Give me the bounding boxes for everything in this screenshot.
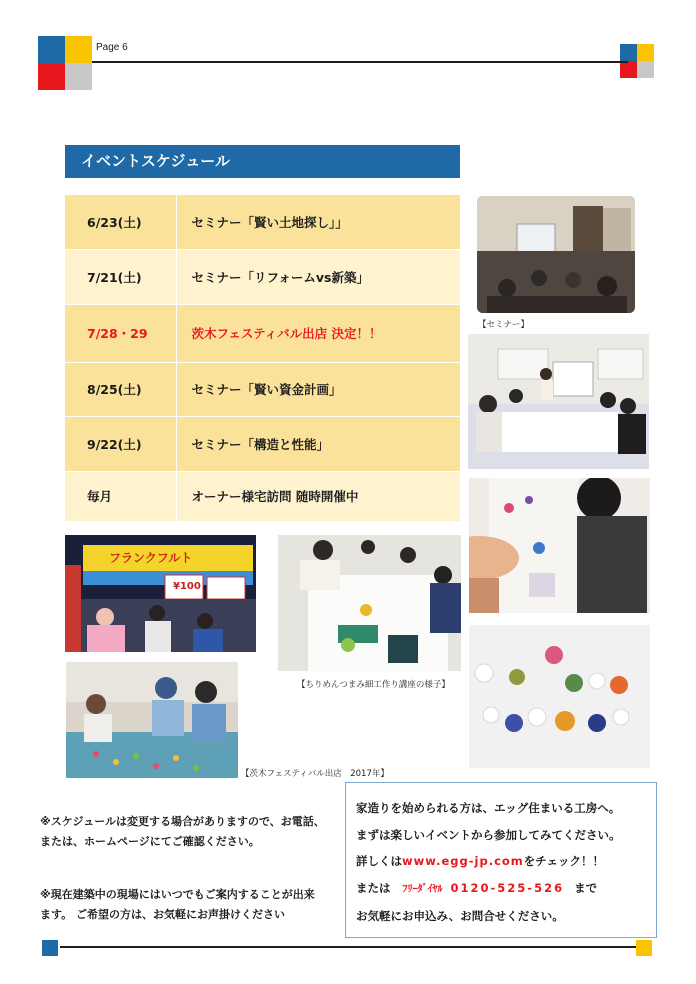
- schedule-table: [65, 195, 460, 522]
- corner-block-gray: [65, 63, 92, 90]
- workshop-photo-child: [469, 478, 650, 613]
- corner-block-red-right: [620, 61, 637, 78]
- schedule-row: [65, 249, 460, 304]
- schedule-date: 6/23(土): [65, 195, 176, 249]
- schedule-event: セミナー「リフォームvs新築」: [176, 249, 460, 304]
- schedule-event: セミナー「賢い資金計画」: [176, 362, 460, 416]
- stall-banner-text: フランクフルト: [109, 551, 193, 565]
- corner-block-blue: [38, 36, 65, 63]
- info-line: お気軽にお申込み、お問合せください。: [356, 909, 564, 923]
- info-line-url: 詳しくはwww.egg-jp.comをチェック！！: [356, 854, 604, 868]
- schedule-date: 7/28・29: [65, 304, 176, 362]
- corner-block-red: [38, 63, 65, 90]
- contact-info-box: [345, 782, 657, 938]
- schedule-row: [65, 195, 460, 249]
- website-link[interactable]: www.egg-jp.com: [402, 854, 524, 868]
- corner-block-gray-right: [637, 61, 654, 78]
- info-line: 家造りを始められる方は、エッグ住まいる工房へ。: [356, 801, 621, 815]
- workshop-caption: 【ちりめんつまみ細工作り講座の様子】: [297, 680, 450, 690]
- schedule-date: 9/22(土): [65, 416, 176, 471]
- schedule-date: 7/21(土): [65, 249, 176, 304]
- workshop-photo-room: [468, 334, 649, 469]
- workshop-photo-flowers: [469, 625, 650, 768]
- page-number: Page 6: [96, 42, 128, 53]
- schedule-date: 毎月: [65, 471, 176, 521]
- schedule-change-note: ※スケジュールは変更する場合がありますので、お電話、 または、ホームページにてご確認ください。: [40, 815, 325, 848]
- festival-photo-stall: [65, 535, 256, 652]
- info-line: まずは楽しいイベントから参加してみてください。: [356, 827, 621, 842]
- freedial-label: ﾌﾘｰﾀﾞｲﾔﾙ: [402, 883, 443, 895]
- info-line-phone: または ﾌﾘｰﾀﾞｲﾔﾙ 0120-525-526 まで: [356, 880, 598, 895]
- footer-rule: [60, 946, 636, 948]
- schedule-event: セミナー「賢い土地探し」」: [176, 195, 460, 249]
- schedule-event: セミナー「構造と性能」: [176, 416, 460, 471]
- schedule-row: [65, 416, 460, 471]
- schedule-title: イベントスケジュール: [65, 145, 460, 178]
- corner-block-blue-right: [620, 44, 637, 61]
- site-tour-note: ※現在建築中の現場にはいつでもご案内することが出来 ます。 ご希望の方は、お気軽にお声掛けください: [40, 888, 315, 921]
- schedule-row: [65, 362, 460, 416]
- header-rule: [92, 61, 628, 63]
- footer-block-yellow: [636, 940, 652, 956]
- festival-photo-kids: [66, 662, 238, 778]
- footer-block-blue: [42, 940, 58, 956]
- stall-price-tag: ¥100: [173, 581, 201, 592]
- corner-block-yellow-right: [637, 44, 654, 61]
- festival-caption: 【茨木フェスティバル出店 2017年】: [241, 769, 389, 779]
- schedule-event: 茨木フェスティバル出店 決定！！: [176, 304, 460, 362]
- schedule-row: [65, 471, 460, 521]
- schedule-event: オーナー様宅訪問 随時開催中: [176, 471, 460, 521]
- workshop-photo-table: [278, 535, 461, 671]
- schedule-date: 8/25(土): [65, 362, 176, 416]
- schedule-row-highlight: [65, 304, 460, 362]
- corner-block-yellow: [65, 36, 92, 63]
- seminar-caption: 【セミナー】: [478, 320, 530, 330]
- phone-number[interactable]: 0120-525-526: [450, 880, 565, 895]
- seminar-photo: [477, 196, 635, 313]
